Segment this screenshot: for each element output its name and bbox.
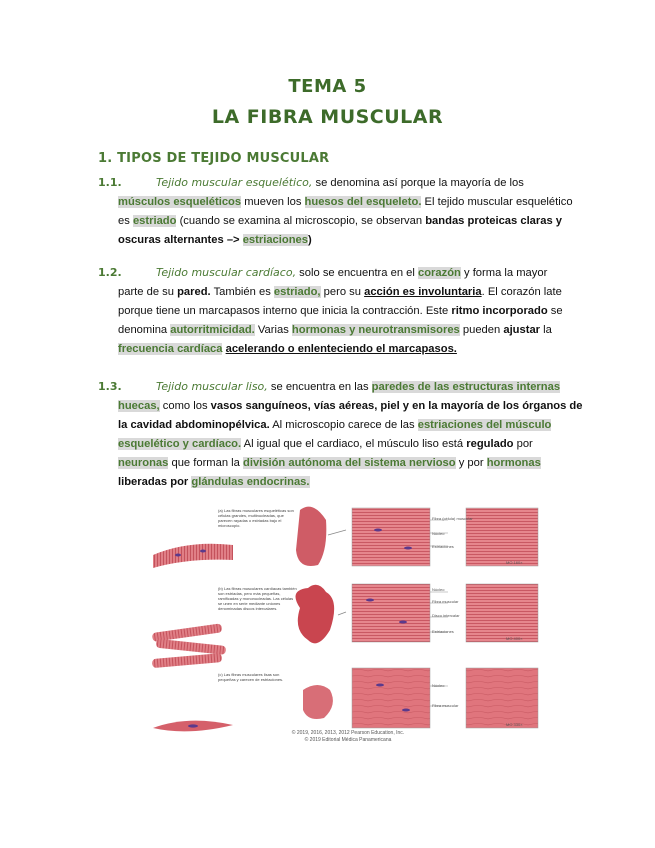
bold-text: regulado bbox=[466, 438, 514, 450]
skeletal-fiber-drawing bbox=[153, 544, 233, 568]
highlight: estriaciones bbox=[242, 234, 308, 246]
text: se denomina así porque la mayoría de los bbox=[312, 177, 524, 189]
subheading: Tejido muscular liso, bbox=[156, 380, 268, 393]
muscle-types-figure bbox=[148, 500, 540, 750]
document-title: LA FIBRA MUSCULAR bbox=[211, 106, 444, 128]
magnification-label: MO 160× bbox=[506, 560, 523, 565]
cardiac-micrograph bbox=[466, 584, 538, 642]
paragraph-line bbox=[156, 377, 560, 398]
text: se bbox=[547, 305, 563, 317]
text: se encuentra en las bbox=[267, 381, 372, 393]
copyright-line: © 2019, 2016, 2013, 2012 Pearson Education, Inc. bbox=[291, 730, 405, 736]
heart-drawing bbox=[296, 585, 335, 644]
paragraph-line bbox=[118, 435, 533, 455]
paragraph-line bbox=[118, 321, 552, 341]
label-striations: Estriaciones bbox=[432, 629, 454, 634]
highlight: frecuencia cardíaca bbox=[118, 343, 223, 355]
bold-text: ajustar bbox=[503, 324, 541, 336]
paragraph-line bbox=[118, 283, 562, 303]
subheading: Tejido muscular esquelético, bbox=[156, 176, 313, 189]
text: por bbox=[513, 438, 533, 450]
vessel-drawing bbox=[303, 685, 333, 719]
paragraph-line bbox=[118, 473, 310, 493]
paragraph-line bbox=[118, 454, 541, 474]
text: y forma la mayor bbox=[460, 267, 548, 279]
bold-text: ritmo incorporado bbox=[451, 305, 548, 317]
smooth-micrograph bbox=[466, 668, 538, 728]
bold-text: liberadas por bbox=[118, 476, 192, 488]
text: porque tiene un marcapasos interno que inicia la contracción. Este bbox=[118, 305, 452, 317]
paragraph-line bbox=[118, 302, 563, 322]
cardiac-fibers-drawing bbox=[152, 623, 226, 668]
highlight: hormonas bbox=[486, 457, 541, 469]
paragraph-line bbox=[156, 173, 524, 194]
label-fiber: Fibra (célula) muscular bbox=[432, 516, 473, 521]
section-number: 1.3. bbox=[98, 380, 122, 393]
text: como los bbox=[159, 400, 211, 412]
bold-text: oscuras alternantes bbox=[118, 234, 224, 246]
highlight: corazón bbox=[417, 267, 461, 279]
text: El tejido muscular esquelético bbox=[421, 196, 573, 208]
paragraph-line bbox=[118, 231, 312, 251]
text: denomina bbox=[118, 324, 171, 336]
text: y por bbox=[455, 457, 487, 469]
smooth-fiber-closeup bbox=[352, 668, 430, 728]
text: pueden bbox=[459, 324, 504, 336]
caption-skeletal: (a) Las fibras musculares esqueléticas son células grandes, multinucleadas, que parecen rayadas o estriadas bajo el microscopio. bbox=[218, 508, 294, 528]
highlight: hormonas y neurotransmisores bbox=[291, 324, 460, 336]
paragraph-line bbox=[118, 193, 573, 213]
text: También es bbox=[210, 286, 274, 298]
text: pero su bbox=[320, 286, 365, 298]
text: . El corazón late bbox=[481, 286, 562, 298]
highlight: huecas, bbox=[118, 400, 160, 412]
bold-text: bandas proteicas claras y bbox=[425, 215, 563, 227]
muscle-illustration bbox=[148, 500, 540, 750]
cardiac-fiber-closeup bbox=[352, 584, 430, 642]
text: que forman la bbox=[168, 457, 243, 469]
highlight: esquelético y cardíaco. bbox=[118, 438, 242, 450]
magnification-label: MO 330× bbox=[506, 722, 523, 727]
text: (cuando se examina al microscopio, se observan bbox=[176, 215, 426, 227]
text: solo se encuentra en el bbox=[296, 267, 418, 279]
paragraph-line bbox=[118, 416, 551, 436]
caption-smooth: (c) Las fibras musculares lisas son pequeñas y carecen de estriaciones. bbox=[218, 672, 284, 682]
bold-text: vasos sanguíneos, vías aéreas, piel y en la mayoría de los órganos de bbox=[210, 400, 583, 412]
subheading: Tejido muscular cardíaco, bbox=[156, 266, 297, 279]
text: parte de su bbox=[118, 286, 178, 298]
label-striations: Estriaciones bbox=[432, 544, 454, 549]
highlight: estriado bbox=[132, 215, 177, 227]
skeletal-micrograph bbox=[466, 508, 538, 566]
highlight: músculos esqueléticos bbox=[118, 196, 242, 208]
text: Al igual que el cardiaco, el músculo liso está bbox=[241, 438, 467, 450]
document-title-number: TEMA 5 bbox=[288, 76, 367, 97]
paragraph-line bbox=[118, 340, 457, 360]
label-nucleus: Núcleo bbox=[432, 683, 445, 688]
skeletal-fiber-closeup bbox=[352, 508, 430, 566]
highlight: paredes de las estructuras internas bbox=[371, 381, 561, 393]
text: es bbox=[118, 215, 133, 227]
highlight: neuronas bbox=[118, 457, 169, 469]
copyright-line: © 2019 Editorial Médica Panamericana bbox=[304, 737, 392, 743]
magnification-label: MO 400× bbox=[506, 636, 523, 641]
highlight: glándulas endocrinas. bbox=[191, 476, 310, 488]
arm-muscle-drawing bbox=[296, 507, 326, 566]
highlight: huesos del esqueleto. bbox=[304, 196, 422, 208]
bold-text: ) bbox=[308, 234, 312, 246]
section-number: 1.2. bbox=[98, 266, 122, 279]
section-heading: 1. TIPOS DE TEJIDO MUSCULAR bbox=[98, 151, 330, 166]
paragraph-line bbox=[118, 397, 583, 417]
underlined-text: acción es involuntaria bbox=[364, 286, 482, 298]
text: mueven los bbox=[241, 196, 305, 208]
bold-text: la cavidad abdominopélvica. bbox=[118, 419, 270, 431]
highlight: autorritmicidad. bbox=[170, 324, 255, 336]
highlight: división autónoma del sistema nervioso bbox=[243, 457, 456, 469]
label-intercalated-disc: Disco intercalar bbox=[432, 613, 460, 618]
text: Al microscopio carece de las bbox=[269, 419, 418, 431]
paragraph-line bbox=[118, 212, 562, 232]
highlight: estriado, bbox=[273, 286, 321, 298]
highlight: estriaciones del músculo bbox=[417, 419, 552, 431]
text: Varias bbox=[254, 324, 292, 336]
caption-cardiac: (b) Las fibras musculares cardíacas también son estriadas, pero más pequeñas, ramificadas y mononucleadas. Las células se unen en serie mediante uniones denominadas discos intercalares. bbox=[218, 586, 297, 611]
bold-text: pared. bbox=[177, 286, 211, 298]
bold-text: –> bbox=[223, 234, 243, 246]
paragraph-line bbox=[156, 263, 547, 284]
label-nucleus: Núcleo bbox=[432, 587, 445, 592]
underlined-text: acelerando o enlenteciendo el marcapasos. bbox=[225, 343, 457, 355]
section-number: 1.1. bbox=[98, 176, 122, 189]
label-fiber: Fibra muscular bbox=[432, 703, 459, 708]
label-fiber: Fibra muscular bbox=[432, 599, 459, 604]
text: la bbox=[540, 324, 552, 336]
label-nucleus: Núcleo bbox=[432, 531, 445, 536]
